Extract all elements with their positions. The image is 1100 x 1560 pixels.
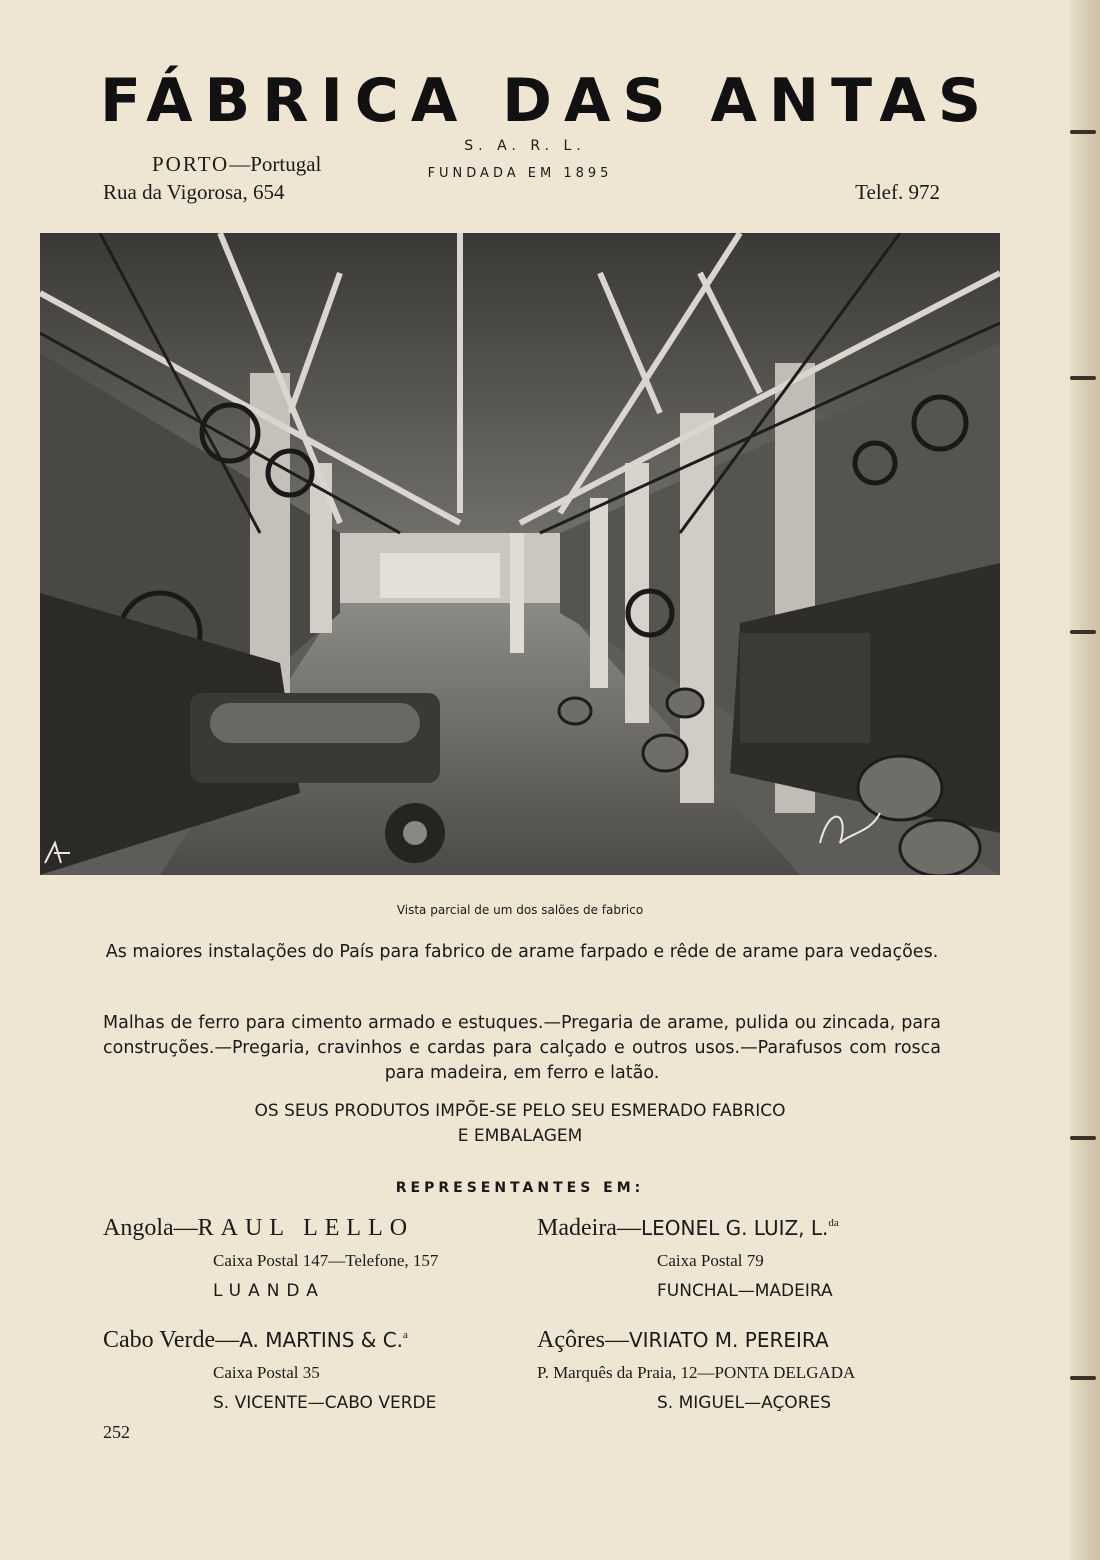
rep-cabo-verde	[103, 1327, 437, 1413]
rep-angola	[103, 1215, 439, 1301]
binding-stitch	[1070, 376, 1096, 380]
rep-name-suffix: a	[403, 1329, 408, 1341]
binding-stitch	[1070, 630, 1096, 634]
rep-name: VIRIATO M. PEREIRA	[628, 1328, 829, 1352]
rep-name-suffix: da	[828, 1217, 839, 1229]
rep-region: Açôres	[537, 1327, 605, 1353]
binding-stitch	[1070, 130, 1096, 134]
company-title: FÁBRICA DAS ANTAS	[100, 66, 994, 136]
rep-madeira	[537, 1215, 839, 1301]
rep-address: Caixa Postal 79	[657, 1251, 764, 1270]
company-form: S. A. R. L.	[464, 138, 586, 154]
rep-address: Caixa Postal 35	[213, 1363, 320, 1382]
rep-location: LUANDA	[213, 1281, 325, 1301]
products-paragraph: Malhas de ferro para cimento armado e estuques.—Pregaria de arame, pulida ou zincada, para construções.—Pregaria, cravinhos e cardas para calçado e outros usos.—Parafusos com rosca para madeira, em ferro e latão.	[103, 1013, 941, 1083]
rep-name: A. MARTINS & C.	[239, 1328, 404, 1352]
rep-address: Caixa Postal 147—Telefone, 157	[213, 1251, 439, 1270]
rep-heading: Cabo Verde—A. MARTINS & C.$^a$	[103, 1327, 408, 1353]
intro-paragraph: As maiores instalações do País para fabrico de arame farpado e rêde de arame para vedações.	[105, 942, 939, 962]
street-address: Rua da Vigorosa, 654	[103, 180, 285, 204]
binding-stitch	[1070, 1136, 1096, 1140]
rep-name: LEONEL G. LUIZ, L.	[640, 1216, 829, 1240]
page-number: 252	[103, 1422, 130, 1442]
photo-caption: Vista parcial de um dos salões de fabrico	[396, 903, 644, 917]
binding-stitch	[1070, 1376, 1096, 1380]
rep-location: S. VICENTE—CABO VERDE	[213, 1393, 437, 1413]
motto	[130, 1099, 910, 1149]
rep-heading: Madeira—LEONEL G. LUIZ, L.$^{da}$	[537, 1215, 839, 1241]
rep-heading: Angola—RAUL LELLO	[103, 1215, 415, 1241]
rep-acores	[537, 1327, 856, 1413]
representatives-heading: REPRESENTANTES EM:	[395, 1180, 645, 1196]
founded-line: FUNDADA EM 1895	[427, 166, 613, 181]
rep-location: S. MIGUEL—AÇORES	[657, 1393, 832, 1413]
factory-hall-illustration	[40, 233, 1000, 875]
motto-line: OS SEUS PRODUTOS IMPÕE-SE PELO SEU ESMERADO FABRICO	[254, 1101, 786, 1121]
factory-photo	[40, 233, 1000, 875]
rep-heading: Açôres—VIRIATO M. PEREIRA	[537, 1327, 829, 1353]
phone-number: Telef. 972	[855, 180, 940, 204]
rep-region: Angola	[103, 1215, 174, 1241]
city-line	[152, 152, 321, 177]
rep-name: RAUL LELLO	[197, 1215, 415, 1241]
rep-location: FUNCHAL—MADEIRA	[657, 1281, 833, 1301]
rep-region: Cabo Verde	[103, 1327, 216, 1353]
motto-line: E EMBALAGEM	[457, 1126, 583, 1146]
book-spine	[1070, 0, 1100, 1560]
rep-region: Madeira	[537, 1215, 617, 1241]
city-name: PORTO	[152, 152, 230, 176]
country-name: —Portugal	[229, 152, 322, 176]
rep-address: P. Marquês da Praia, 12—PONTA DELGADA	[537, 1363, 856, 1382]
